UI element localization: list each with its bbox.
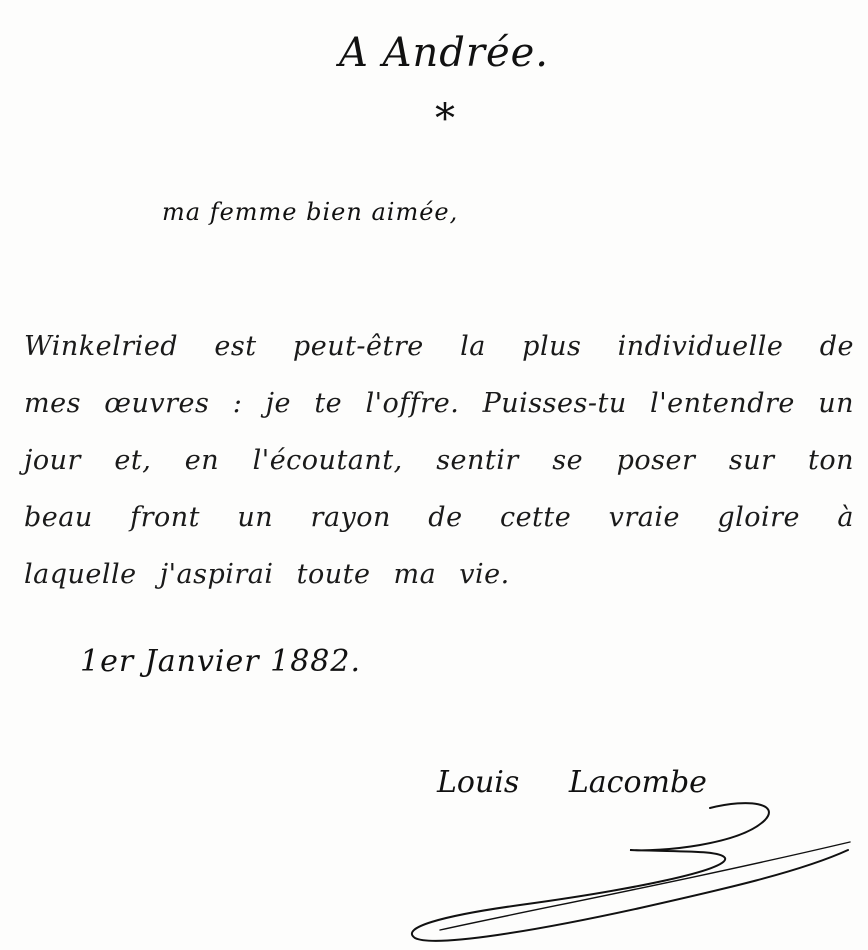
letter-line: mes œuvres : je te l'offre. Puisses-tu l'entendre un xyxy=(24,388,854,419)
signature-flourish-icon xyxy=(380,790,860,950)
asterisk-ornament: * xyxy=(435,96,455,142)
letter-body xyxy=(24,318,854,603)
letter-line: laquelle j'aspirai toute ma vie. xyxy=(24,559,510,590)
letter-date: 1er Janvier 1882. xyxy=(80,644,362,679)
letter-line: Winkelried est peut-être la plus individuelle de xyxy=(24,331,854,362)
dedication-title: A Andrée. xyxy=(338,30,550,76)
letter-line: beau front un rayon de cette vraie gloire à xyxy=(24,502,854,533)
signature: Louis Lacombe xyxy=(437,765,707,800)
letter-line: jour et, en l'écoutant, sentir se poser sur ton xyxy=(24,445,854,476)
salutation: ma femme bien aimée, xyxy=(162,198,459,226)
